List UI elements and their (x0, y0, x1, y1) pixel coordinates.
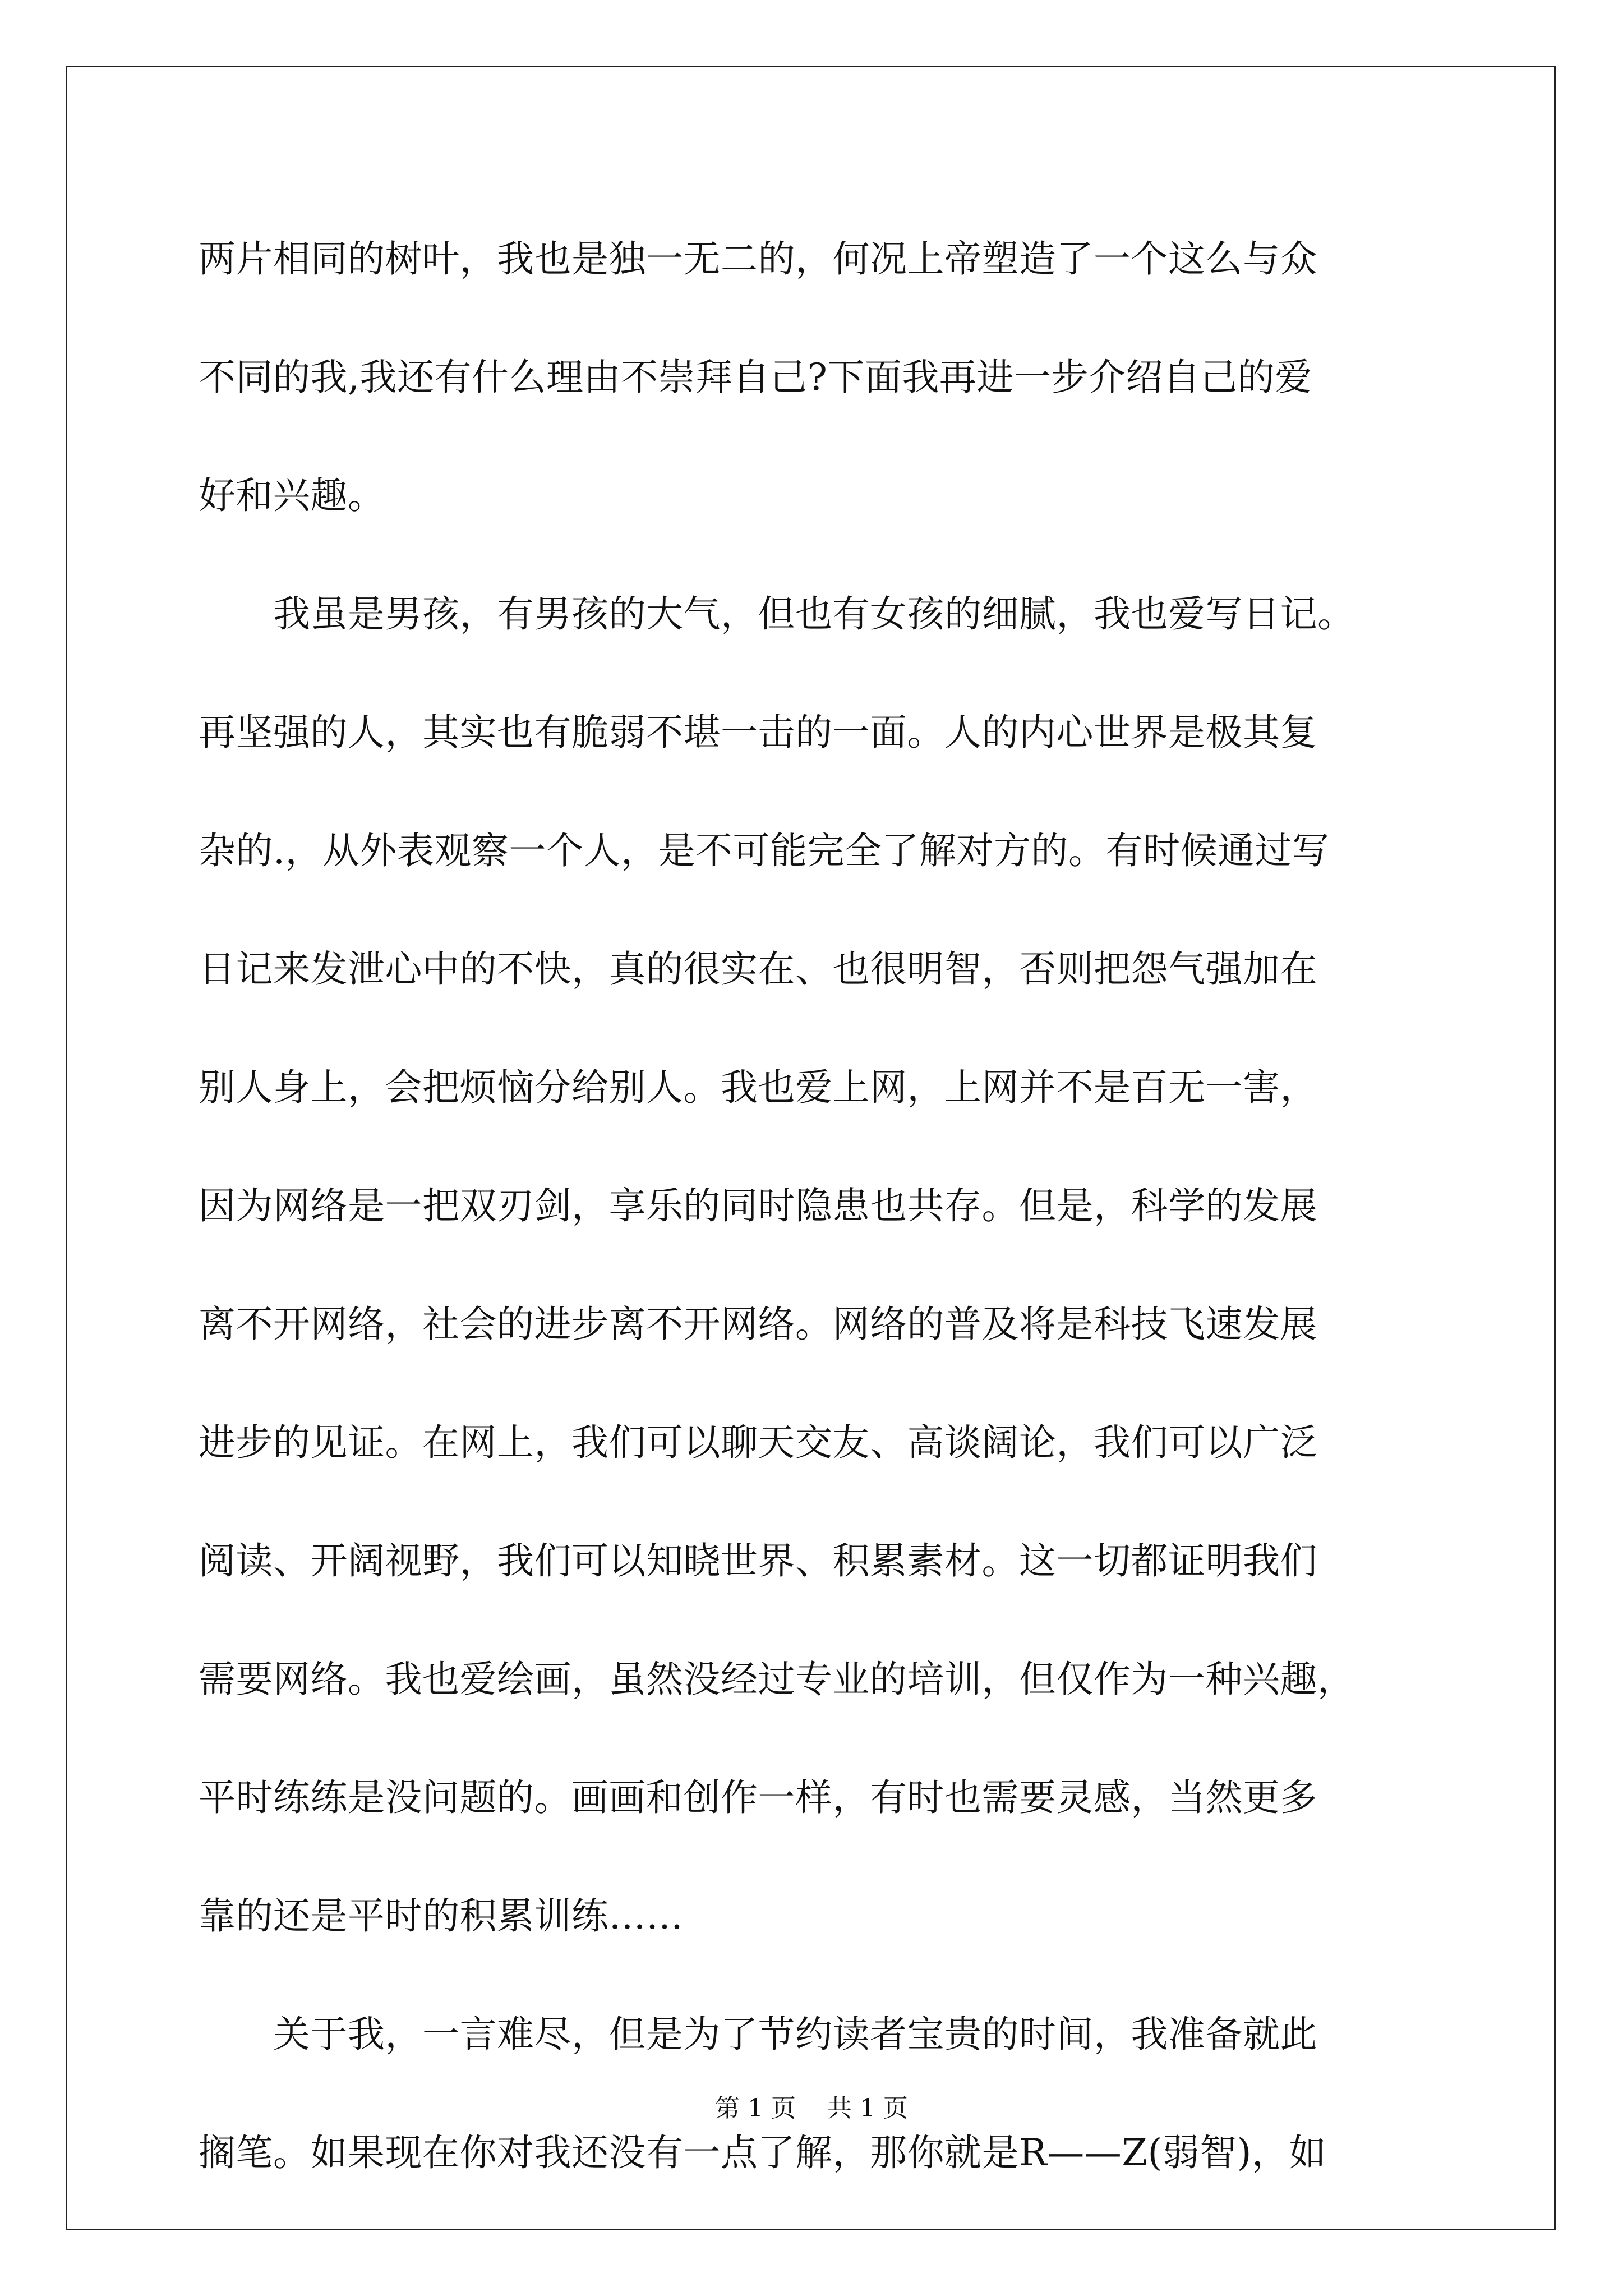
text-line: 需要网络。我也爱绘画，虽然没经过专业的培训，但仅作为一种兴趣， (199, 1658, 1355, 1701)
text-line: 因为网络是一把双刃剑，享乐的同时隐患也共存。但是，科学的发展 (199, 1184, 1317, 1227)
text-line: 阅读、开阔视野，我们可以知晓世界、积累素材。这一切都证明我们 (199, 1539, 1317, 1582)
text-line: 两片相同的树叶，我也是独一无二的，何况上帝塑造了一个这么与众 (199, 237, 1317, 280)
text-line: 好和兴趣。 (199, 474, 385, 517)
text-line: 靠的还是平时的积累训练…… (199, 1894, 684, 1938)
page-total: 共 1 页 (827, 2094, 908, 2123)
footer-spacer (796, 2094, 827, 2123)
text-line: 我虽是男孩，有男孩的大气，但也有女孩的细腻，我也爱写日记。 (199, 592, 1355, 636)
text-line: 杂的.，从外表观察一个人，是不可能完全了解对方的。有时候通过写 (199, 829, 1330, 872)
text-line: 不同的我,我还有什么理由不崇拜自己?下面我再进一步介绍自己的爱 (199, 356, 1312, 399)
document-body (199, 200, 1421, 2212)
page-footer (0, 2088, 1623, 2124)
text-line: 搁笔。如果现在你对我还没有一点了解，那你就是R——Z(弱智)，如 (199, 2131, 1327, 2174)
page-number: 第 1 页 (715, 2094, 796, 2123)
text-line: 别人身上，会把烦恼分给别人。我也爱上网，上网并不是百无一害， (199, 1066, 1317, 1109)
text-line: 离不开网络，社会的进步离不开网络。网络的普及将是科技飞速发展 (199, 1303, 1317, 1346)
text-line: 关于我，一言难尽，但是为了节约读者宝贵的时间，我准备就此 (199, 2013, 1317, 2056)
text-line: 日记来发泄心中的不快，真的很实在、也很明智，否则把怨气强加在 (199, 947, 1317, 991)
text-line: 再坚强的人，其实也有脆弱不堪一击的一面。人的内心世界是极其复 (199, 711, 1317, 754)
text-line: 进步的见证。在网上，我们可以聊天交友、高谈阔论，我们可以广泛 (199, 1421, 1317, 1464)
text-line: 平时练练是没问题的。画画和创作一样，有时也需要灵感，当然更多 (199, 1776, 1317, 1819)
